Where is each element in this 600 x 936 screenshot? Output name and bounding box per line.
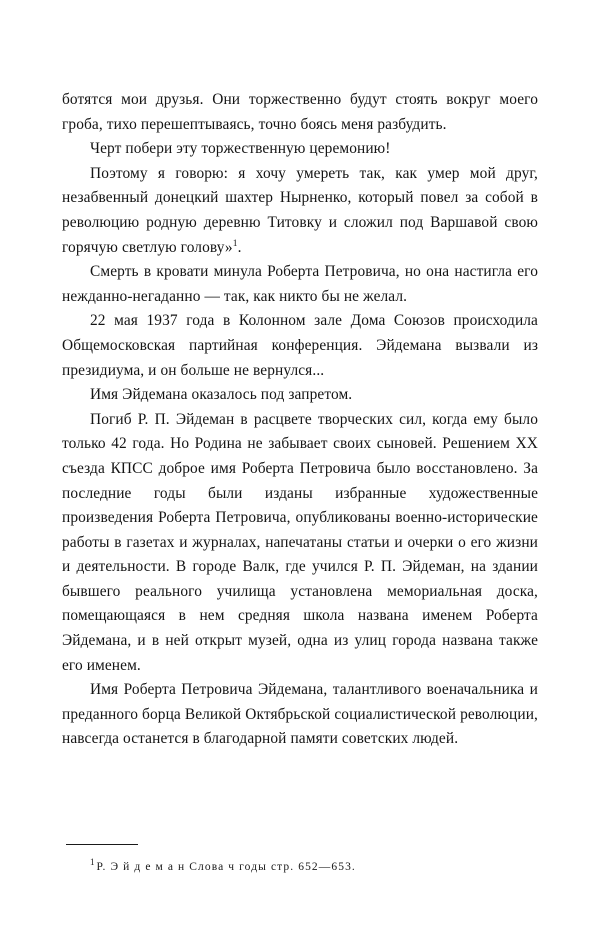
footnote-marker: 1 bbox=[90, 857, 95, 868]
paragraph: Погиб Р. П. Эйдеман в расцвете творческих сил, когда ему было только 42 года. Но Родина не забывает своих сыновей. Решением XX съезда КПСС доброе имя Роберта Петровича было восстановлено. За последние годы были изданы избранные художественные произведения Роберта Петровича, опубликованы военно-исторические работы в газетах и журналах, напечатаны статьи и очерки о его жизни и деятельности. В городе Валк, где учился Р. П. Эйдеман, на здании бывшего реального училища установлена мемориальная доска, помещающаяся в нем средняя школа названа именем Роберта Эйдемана, и в ней открыт музей, одна из улиц города названа также его именем. bbox=[62, 410, 538, 674]
footnote-area bbox=[62, 844, 538, 874]
paragraph: Черт побери эту торжественную церемонию! bbox=[90, 140, 391, 158]
footnote bbox=[62, 855, 538, 874]
paragraph-with-footnote: Поэтому я говорю: я хочу умереть так, как умер мой друг, незабвенный донецкий шахтер Нырненко, который повел за собой в революцию родную деревню Титовку и сложил под Варшавой свою горячую светлую голову»$^1$. bbox=[62, 164, 538, 256]
page-body bbox=[62, 88, 538, 752]
footnote-separator-rule bbox=[66, 844, 138, 845]
footnote-reference-marker[interactable]: 1 bbox=[232, 238, 238, 249]
paragraph: ботятся мои друзья. Они торжественно будут стоять вокруг моего гроба, тихо перешептываясь, точно боясь меня разбудить. bbox=[62, 91, 538, 133]
paragraph: Имя Роберта Петровича Эйдемана, талантливого военачальника и преданного борца Великой Октябрьской социалистической революции, навсегда останется в благодарной памяти советских людей. bbox=[62, 681, 538, 748]
paragraph: Смерть в кровати минула Роберта Петровича, но она настигла его нежданно-негаданно — так, как никто бы не желал. bbox=[62, 263, 538, 305]
footnote-text: Р. Э й д е м а н Слова ч годы стр. 652—653. bbox=[96, 861, 356, 873]
paragraph: 22 мая 1937 года в Колонном зале Дома Союзов происходила Общемосковская партийная конференция. Эйдемана вызвали из президиума, и он больше не вернулся... bbox=[62, 312, 538, 379]
paragraph-text: Поэтому я говорю: я хочу умереть так, как умер мой друг, незабвенный донецкий шахтер Нырненко, который повел за собой в революцию родную деревню Титовку и сложил под Варшавой свою горячую светлую голову» bbox=[62, 164, 538, 256]
paragraph: Имя Эйдемана оказалось под запретом. bbox=[90, 386, 353, 404]
